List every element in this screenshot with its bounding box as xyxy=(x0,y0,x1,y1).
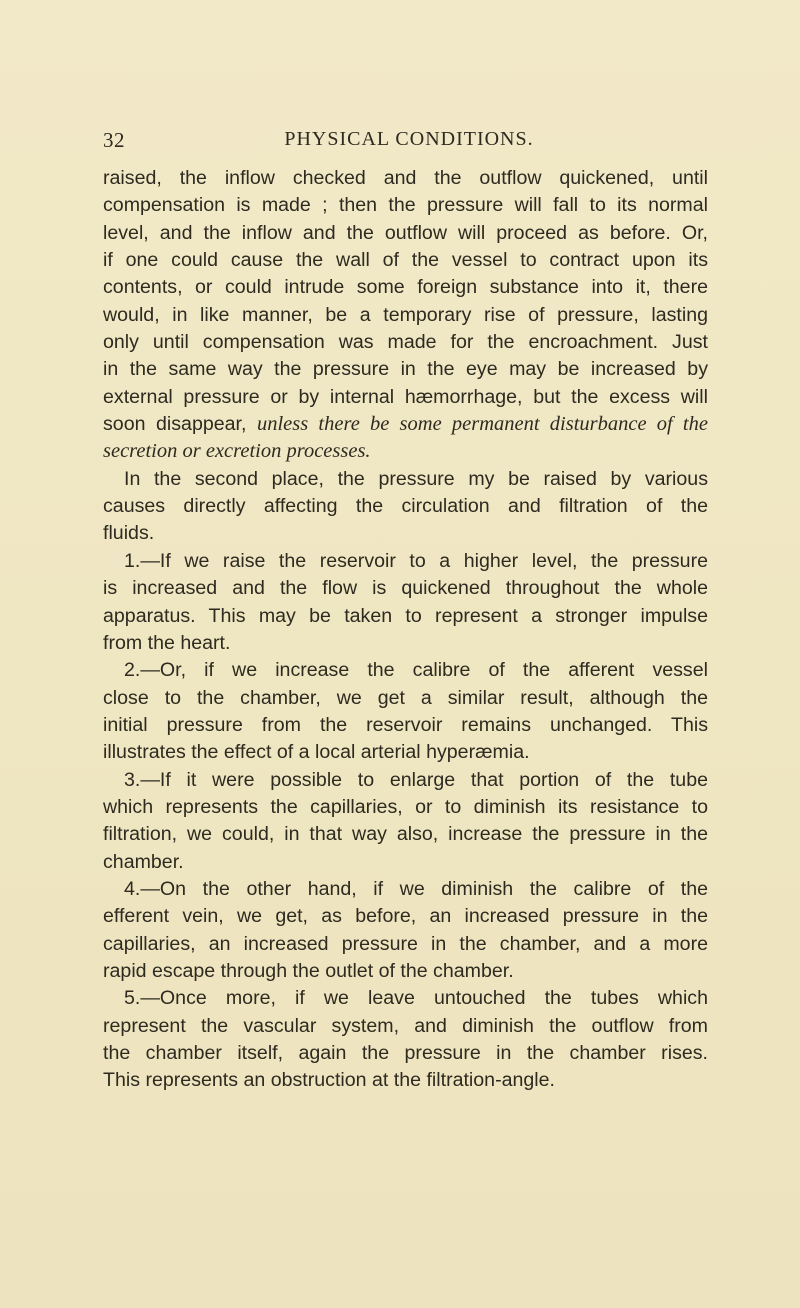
text-segment: soon disappear, xyxy=(103,413,247,436)
italic-emphasis: unless there be some permanent disturbance of the xyxy=(256,413,708,436)
text-line: causes directly affecting the circulation and filtration of the xyxy=(103,495,708,518)
italic-emphasis-line: secretion or excretion processes. xyxy=(103,440,371,463)
numbered-point-3: 3.—If it were possible to enlarge that portion of the tube xyxy=(124,768,708,791)
numbered-point-1: 1.—If we raise the reservoir to a higher level, the pressure xyxy=(124,549,708,572)
text-line: the chamber itself, again the pressure in the chamber rises. xyxy=(103,1042,708,1064)
text-line: efferent vein, we get, as before, an increased pressure in the xyxy=(103,905,708,928)
text-line: close to the chamber, we get a similar result, although the xyxy=(103,686,708,709)
text-line: capillaries, an increased pressure in the chamber, and a more xyxy=(103,932,708,955)
text-line: is increased and the flow is quickened throughout the whole xyxy=(103,577,708,600)
text-line: only until compensation was made for the encroachment. Just xyxy=(103,331,708,354)
text-line: filtration, we could, in that way also, increase the pressure in the xyxy=(103,823,708,846)
text-line: raised, the inflow checked and the outflow quickened, until xyxy=(103,167,708,189)
numbered-point-4: 4.—On the other hand, if we diminish the calibre of the xyxy=(124,877,708,900)
text-line: if one could cause the wall of the vessel to contract upon its xyxy=(103,249,708,272)
text-line: level, and the inflow and the outflow will proceed as before. Or, xyxy=(103,221,708,244)
text-line: rapid escape through the outlet of the chamber. xyxy=(103,959,514,982)
text-line: apparatus. This may be taken to represent a stronger impulse xyxy=(103,604,708,627)
text-line: in the same way the pressure in the eye may be increased by xyxy=(103,358,708,381)
text-line: represent the vascular system, and diminish the outflow from xyxy=(103,1014,708,1037)
text-line: fluids. xyxy=(103,522,155,545)
text-line: chamber. xyxy=(103,850,184,873)
page-number: 32 xyxy=(103,128,125,152)
numbered-point-5: 5.—Once more, if we leave untouched the tubes which xyxy=(124,987,708,1010)
text-line: contents, or could intrude some foreign substance into it, there xyxy=(103,276,708,299)
running-head: PHYSICAL CONDITIONS. xyxy=(284,128,534,150)
text-line: illustrates the effect of a local arterial hyperæmia. xyxy=(103,741,530,764)
body-text xyxy=(103,165,708,1095)
text-line: This represents an obstruction at the filtration-angle. xyxy=(103,1069,555,1092)
text-line: would, in like manner, be a temporary rise of pressure, lasting xyxy=(103,303,708,326)
paragraph-start: In the second place, the pressure my be raised by various xyxy=(124,467,708,490)
page-header xyxy=(0,128,800,158)
text-line: which represents the capillaries, or to diminish its resistance to xyxy=(103,795,708,818)
text-line: initial pressure from the reservoir remains unchanged. This xyxy=(103,713,708,736)
numbered-point-2: 2.—Or, if we increase the calibre of the afferent vessel xyxy=(124,659,708,682)
text-line: compensation is made ; then the pressure will fall to its normal xyxy=(103,194,708,217)
text-line-with-emphasis xyxy=(103,411,708,438)
text-line: external pressure or by internal hæmorrhage, but the excess will xyxy=(103,385,708,408)
text-line: from the heart. xyxy=(103,631,231,654)
